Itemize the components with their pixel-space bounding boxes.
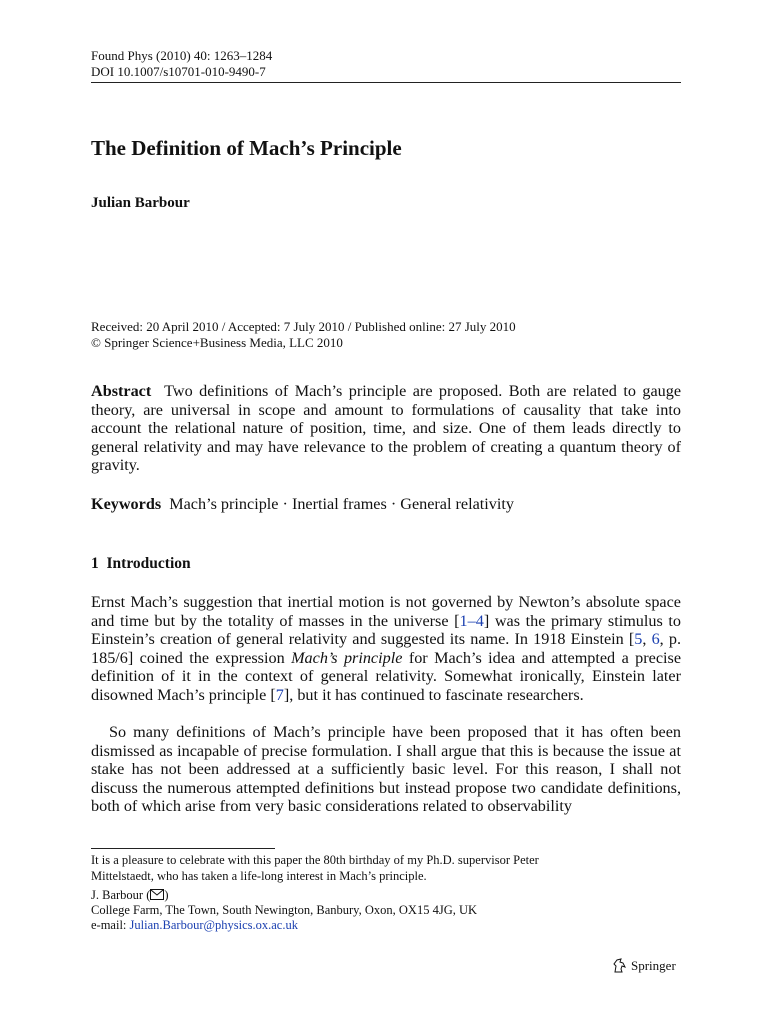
citation-link[interactable]: 1–4 <box>459 611 484 630</box>
citation-link[interactable]: 6 <box>651 630 660 648</box>
copyright-line: © Springer Science+Business Media, LLC 2010 <box>91 335 343 350</box>
text-run: Ernst Mach’s suggestion that inertial motion is not governed by Newton’s absolute space and time but by the totality of masses in the universe [ <box>91 593 681 630</box>
text-run: , <box>642 630 652 648</box>
emphasis-text: Mach’s principle <box>291 648 403 667</box>
author-affiliation <box>91 888 681 933</box>
paper-title: The Definition of Mach’s Principle <box>91 136 402 160</box>
keywords-text: Mach’s principle · Inertial frames · General relativity <box>169 495 514 513</box>
author-name: Julian Barbour <box>91 195 190 211</box>
journal-header <box>91 48 272 80</box>
intro-paragraph-2: So many definitions of Mach’s principle have been proposed that it has often been dismissed as incapable of precise formulation. I shall argue that this is because the issue at stake has not been addressed at a sufficiently basic level. For this reason, I shall not discuss the numerous attempted definitions but instead propose two candidate definitions, both of which arise from very basic considerations related to observability <box>91 723 681 815</box>
received-line: Received: 20 April 2010 / Accepted: 7 July 2010 / Published online: 27 July 2010 <box>91 319 516 334</box>
email-line <box>91 918 681 933</box>
text-run: ] was the primary stimulus to Einstein’s creation of general relativity and suggested its name. In 1918 Einstein [ <box>91 611 682 648</box>
keywords <box>91 495 514 514</box>
section-number: 1 <box>91 555 99 572</box>
section-heading <box>91 555 191 573</box>
springer-horse-icon <box>612 958 627 973</box>
header-rule <box>91 82 681 83</box>
text-run: , p. 185/6] coined the expression <box>91 630 682 667</box>
abstract-text: Two definitions of Mach’s principle are proposed. Both are related to gauge theory, are universal in scope and amount to formulations of causality that take into account the relational nature of position, time, and size. One of them leads directly to general relativity and may have relevance to the problem of creating a quantum theory of gravity. <box>91 382 682 474</box>
footnote <box>91 852 681 884</box>
publisher-name: Springer <box>631 958 676 973</box>
citation-link[interactable]: 7 <box>275 685 284 704</box>
text-run: ], but it has continued to fascinate researchers. <box>283 685 584 704</box>
publication-dates <box>91 319 516 351</box>
publisher-mark <box>612 958 676 974</box>
section-title: Introduction <box>106 555 191 572</box>
correspondence-line: J. Barbour ( ) <box>91 888 169 902</box>
postal-address: College Farm, The Town, South Newington, Banbury, Oxon, OX15 4JG, UK <box>91 903 478 917</box>
intro-paragraph-1 <box>91 593 681 704</box>
correspondent-name: J. Barbour <box>91 888 144 902</box>
keywords-label: Keywords <box>91 495 162 513</box>
abstract-label: Abstract <box>91 382 152 400</box>
abstract <box>91 382 681 475</box>
email-label: e-mail: <box>91 918 130 932</box>
email-link[interactable]: Julian.Barbour@physics.ox.ac.uk <box>129 918 298 932</box>
doi: DOI 10.1007/s10701-010-9490-7 <box>91 64 266 79</box>
footnote-line: It is a pleasure to celebrate with this paper the 80th birthday of my Ph.D. supervisor Peter <box>91 853 539 867</box>
journal-citation: Found Phys (2010) 40: 1263–1284 <box>91 48 273 63</box>
footnote-rule <box>91 848 275 849</box>
text-run: for Mach’s idea and attempted a precise definition of it in the context of general relativity. Somewhat ironically, Einstein later disowned Mach’s principle [ <box>91 648 682 704</box>
citation-link[interactable]: 5 <box>634 630 643 648</box>
footnote-line: Mittelstaedt, who has taken a life-long interest in Mach’s principle. <box>91 869 427 883</box>
envelope-icon <box>150 889 164 900</box>
